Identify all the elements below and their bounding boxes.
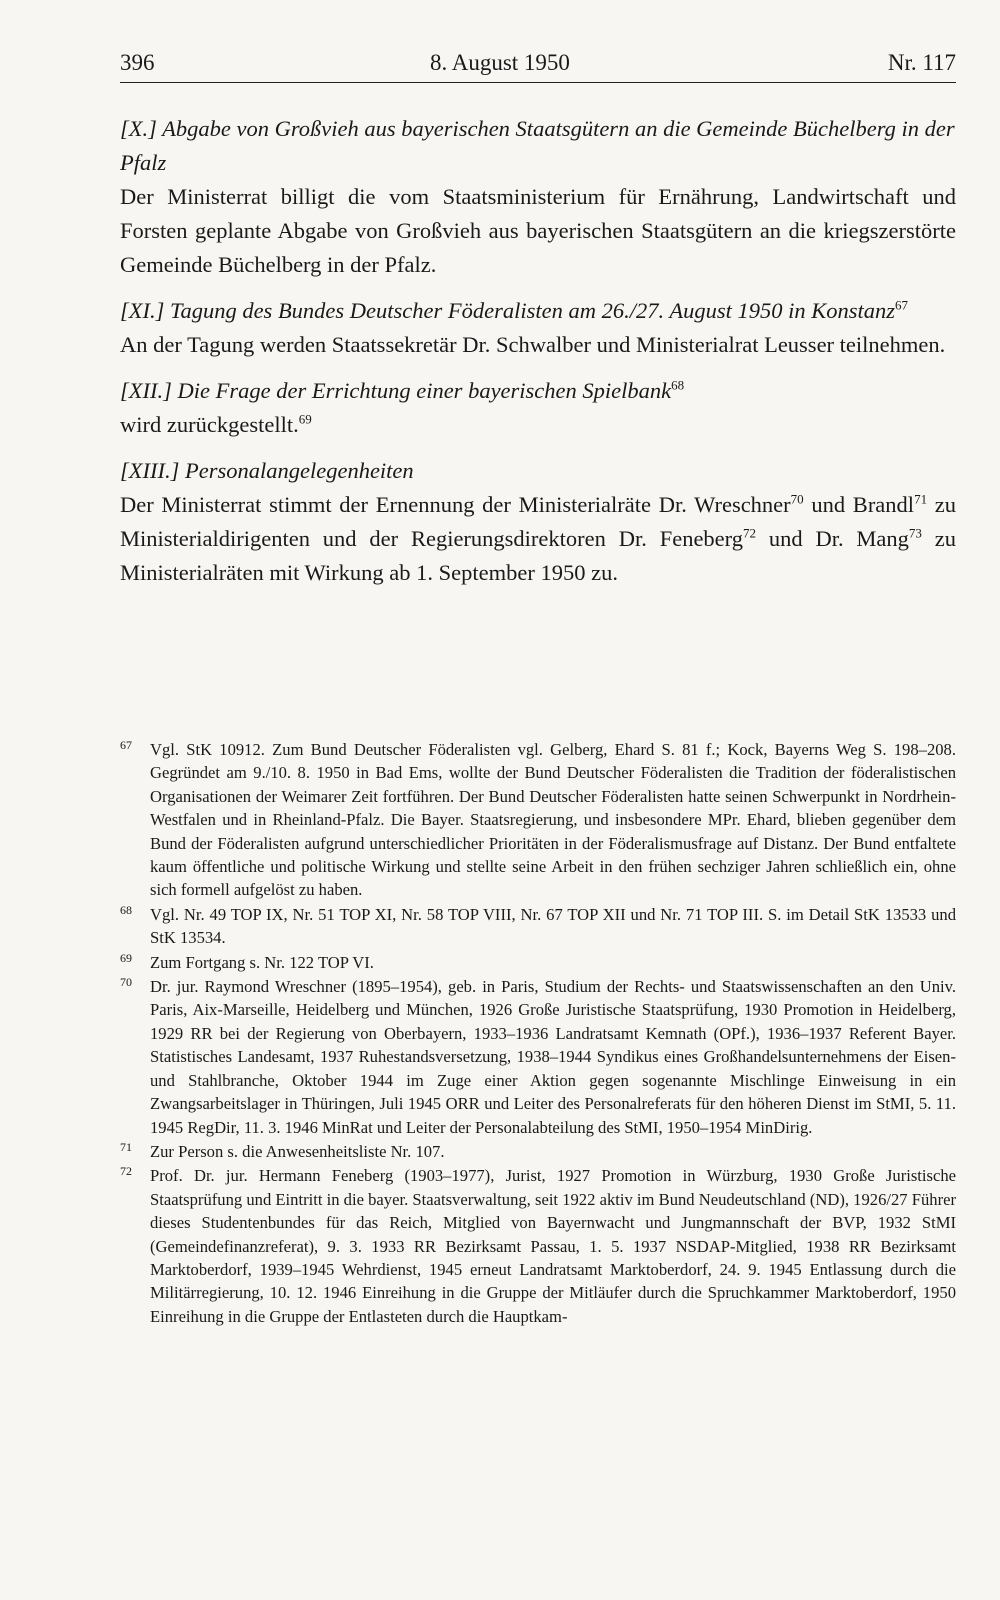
footnote-ref: 67	[895, 297, 908, 313]
page-header	[120, 48, 956, 83]
section-text-line	[120, 408, 956, 442]
footnote-text: Dr. jur. Raymond Wreschner (1895–1954), geb. in Paris, Studium der Rechts- und Staatswissenschaften an den Univ. Paris, Aix-Marseille, Heidelberg und München, 1926 Große Juristische Staatsprüfung, 1930 Promotion in Heidelberg, 1929 RR bei der Regierung von Oberbayern, 1933–1936 Landratsamt Kemnath (OPf.), 1936–1937 Referent Bayer. Statistisches Landesamt, 1937 Ruhestandsversetzung, 1938–1944 Syndikus eines Großhandelsunternehmens der Eisen- und Stahlbranche, Oktober 1944 im Zuge einer Aktion gegen sogenannte Mischlinge Einweisung in ein Zwangsarbeitslager in Thüringen, Juli 1945 ORR und Leiter des Personalreferats für den höheren Dienst im StMI, 5. 11. 1945 RegDir, 11. 3. 1946 MinRat und Leiter der Personalabteilung des StMI, 1950–1954 MinDirig.	[150, 977, 956, 1137]
footnote-ref: 71	[914, 491, 928, 507]
footnote-text: Zur Person s. die Anwesenheitsliste Nr. 107.	[150, 1141, 445, 1161]
footnote	[120, 738, 956, 902]
header-date: 8. August 1950	[430, 50, 570, 75]
footnote	[120, 975, 956, 1139]
text-run: und Dr. Mang	[756, 526, 909, 551]
text-run: zu Ministerialräten mit Wirkung ab 1. September 1950 zu.	[120, 526, 956, 585]
section-number: [X.]	[120, 116, 157, 141]
footnote	[120, 1164, 956, 1328]
footnote	[120, 1140, 956, 1163]
section-xii	[120, 374, 956, 442]
page-number: 396	[120, 50, 155, 75]
section-heading	[120, 454, 956, 488]
footnote-ref: 72	[743, 525, 757, 541]
section-x	[120, 112, 956, 282]
footnote-number: 68	[120, 902, 132, 917]
footnotes	[120, 738, 956, 1329]
personal-paragraph	[120, 488, 956, 590]
section-title: Personalangelegenheiten	[184, 458, 414, 483]
section-xiii	[120, 454, 956, 590]
footnote-text: Zum Fortgang s. Nr. 122 TOP VI.	[150, 952, 374, 972]
text-run: Der Ministerrat stimmt der Ernennung der Ministerialräte Dr. Wreschner	[120, 492, 791, 517]
footnote-number: 72	[120, 1164, 132, 1179]
footnote-text: Prof. Dr. jur. Hermann Feneberg (1903–1977), Jurist, 1927 Promotion in Würzburg, 1930 Große Juristische Staatsprüfung und Eintritt in die bayer. Staatsverwaltung, seit 1922 aktiv im Bund Neudeutschland (ND), 1926/27 Führer dieses Studentenbundes für das Reich, Mitglied von Bayernwacht und Jungmannschaft der BVP, 1932 StMI (Gemeindefinanzreferat), 9. 3. 1933 RR Bezirksamt Passau, 1. 5. 1937 NSDAP-Mitglied, 1938 RR Bezirksamt Marktoberdorf, 1939–1945 Wehrdienst, 1945 erneut Landratsamt Marktoberdorf, 24. 9. 1945 Entlassung durch die Militärregierung, 10. 12. 1946 Einreihung in die Gruppe der Mitläufer durch die Spruchkammer Marktoberdorf, 1950 Einreihung in die Gruppe der Entlasteten durch die Hauptkam-	[150, 1166, 956, 1326]
section-xi	[120, 294, 956, 362]
section-number: [XII.]	[120, 378, 172, 403]
section-text: An der Tagung werden Staatssekretär Dr. Schwalber und Ministerialrat Leusser teilnehmen.	[120, 332, 946, 357]
text-run: zu Ministerialdirigenten und der Regierungsdirektoren Dr. Feneberg	[120, 492, 956, 551]
section-text: Der Ministerrat billigt die vom Staatsministerium für Ernährung, Landwirtschaft und Forsten geplante Abgabe von Großvieh aus bayerischen Staatsgütern an die kriegszerstörte Gemeinde Büchelberg in der Pfalz.	[120, 184, 956, 277]
section-heading	[120, 112, 956, 180]
section-number: [XIII.]	[120, 458, 180, 483]
header-issue: Nr. 117	[887, 50, 956, 75]
footnote-number: 67	[120, 738, 132, 752]
footnote-text: Vgl. StK 10912. Zum Bund Deutscher Föderalisten vgl. Gelberg, Ehard S. 81 f.; Kock, Bayerns Weg S. 198–208. Gegründet am 9./10. 8. 1950 in Bad Ems, wollte der Bund Deutscher Föderalisten die Tradition der föderalistischen Organisationen der Weimarer Zeit fortführen. Der Bund Deutscher Föderalisten hatte seinen Schwerpunkt in Nordrhein-Westfalen und in Rheinland-Pfalz. Die Bayer. Staatsregierung, und insbesondere MPr. Ehard, blieben gegenüber dem Bund der Föderalisten aufgrund unterschiedlicher Prioritäten in der Föderalismusfrage auf Distanz. Der Bund entfaltete kaum öffentliche und politische Wirkung und stellte seine Arbeit in den frühen sechziger Jahren schließlich ein, ohne sich formell aufgelöst zu haben.	[150, 740, 956, 900]
footnote-text: Vgl. Nr. 49 TOP IX, Nr. 51 TOP XI, Nr. 58 TOP VIII, Nr. 67 TOP XII und Nr. 71 TOP III. S. im Detail StK 13533 und StK 13534.	[150, 904, 956, 948]
footnote-ref: 68	[671, 377, 685, 393]
main-text	[120, 112, 956, 602]
footnote-ref: 73	[908, 525, 922, 541]
section-title: Abgabe von Großvieh aus bayerischen Staatsgütern an die Gemeinde Büchelberg in der Pfalz	[120, 116, 955, 175]
section-heading	[120, 374, 956, 408]
footnote-number: 69	[120, 950, 132, 965]
section-heading	[120, 294, 956, 328]
footnote-number: 70	[120, 975, 132, 990]
section-title: Die Frage der Errichtung einer bayerischen Spielbank	[177, 378, 672, 403]
footnote-ref: 69	[298, 411, 312, 427]
section-title: Tagung des Bundes Deutscher Föderalisten am 26./27. August 1950 in Konstanz	[170, 298, 895, 323]
section-text: wird zurückgestellt.	[120, 412, 299, 437]
footnote-ref: 70	[790, 491, 804, 507]
text-run: und Brandl	[803, 492, 915, 517]
footnote	[120, 951, 956, 974]
footnote	[120, 903, 956, 950]
section-number: [XI.]	[120, 298, 165, 323]
footnote-number: 71	[120, 1139, 132, 1154]
